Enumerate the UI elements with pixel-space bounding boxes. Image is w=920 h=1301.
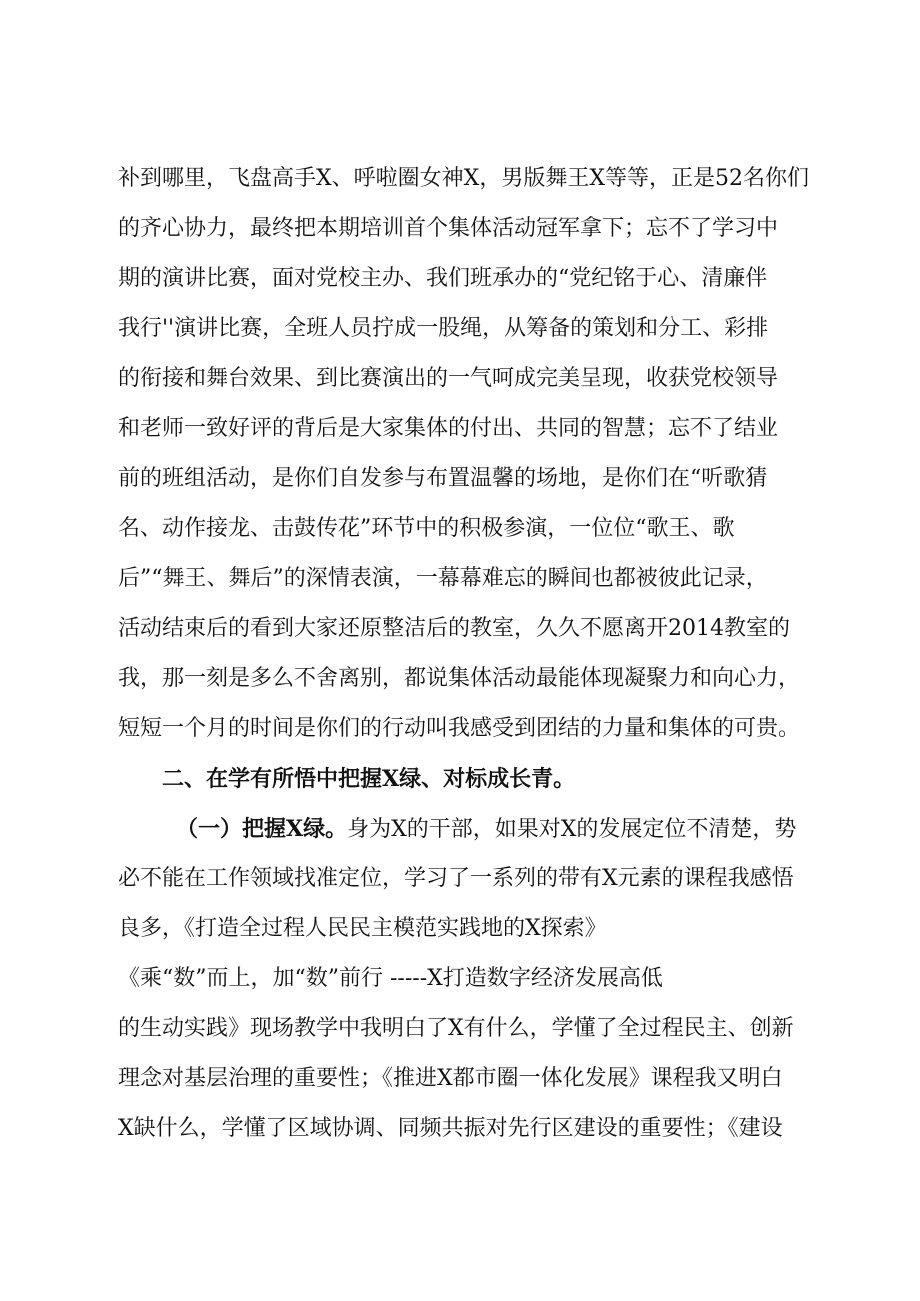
subsection-text: 身为X的干部，如果对X的发展定位不清楚，势 [347,817,797,842]
text-line: X缺什么，学懂了区域协调、同频共振对先行区建设的重要性；《建设 [118,1116,783,1141]
text-line: 我，那一刻是多么不舍离别，都说集体活动最能体现凝聚力和向心力， [118,666,801,691]
text-line: 短短一个月的时间是你们的行动叫我感受到团结的力量和集体的可贵。 [118,716,801,741]
text-line: 的衔接和舞台效果、到比赛演出的一气呵成完美呈现，收获党校领导 [118,366,779,391]
text-line: 理念对基层治理的重要性；《推进X都市圈一体化发展》课程我又明白 [118,1066,783,1091]
text-line: 《乘“数”而上，加“数”前行 -----X打造数字经济发展高低 [118,966,663,991]
text-line: 的齐心协力，最终把本期培训首个集体活动冠军拿下；忘不了学习中 [118,216,779,241]
text-line: 必不能在工作领域找准定位，学习了一系列的带有X元素的课程我感悟 [118,866,794,891]
text-line: 后”“舞王、舞后”的深情表演，一幕幕难忘的瞬间也都被彼此记录， [118,566,768,591]
text-line: 名、动作接龙、击鼓传花”环节中的积极参演，一位位“歌王、歌 [118,516,735,541]
subsection-label: （一）把握X绿。 [176,816,348,842]
text-line: 前的班组活动，是你们自发参与布置温馨的场地，是你们在“听歌猜 [118,466,768,491]
text-line: 良多，《打造全过程人民民主模范实践地的X探索》 [118,916,607,941]
subsection-line [176,815,796,844]
text-line: 我行''演讲比赛，全班人员拧成一股绳，从筹备的策划和分工、彩排 [118,316,769,341]
text-line: 的生动实践》现场教学中我明白了X有什么，学懂了全过程民主、创新 [118,1016,794,1041]
text-line: 活动结束后的看到大家还原整洁后的教室，久久不愿离开2014教室的 [118,616,790,641]
text-line: 补到哪里，飞盘高手X、呼啦圈女神X，男版舞王X等等，正是52名你们 [118,166,809,191]
text-line: 期的演讲比赛，面对党校主办、我们班承办的“党纪铭于心、清廉伴 [118,266,768,291]
text-line: 和老师一致好评的背后是大家集体的付出、共同的智慧；忘不了结业 [118,416,779,441]
section-heading: 二、在学有所悟中把握X绿、对标成长青。 [162,766,576,792]
